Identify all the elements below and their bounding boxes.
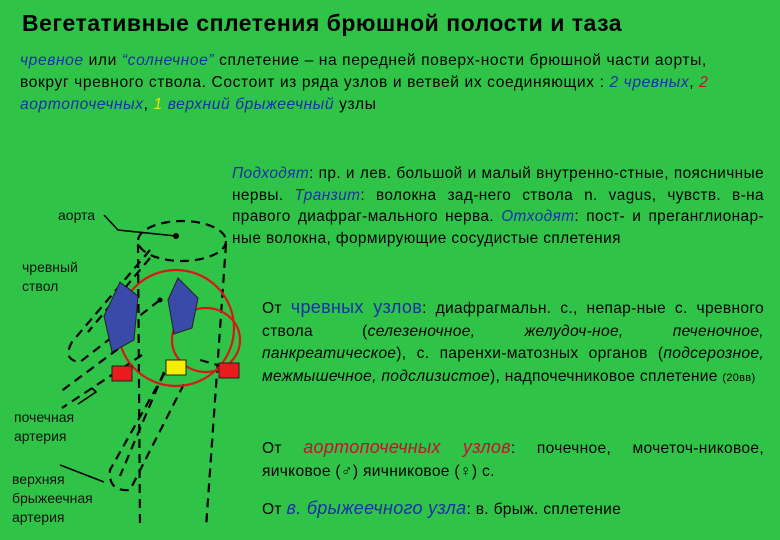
mesenteric-ganglion: [166, 360, 186, 375]
aorta-leader: [104, 215, 176, 236]
para-italic: селезеночное, желудоч-ное, печеночное, панкреатическое: [262, 322, 765, 362]
mesenteric-artery-line: [120, 372, 164, 476]
para-text: От: [262, 300, 291, 317]
para-text: : в. брыж. сплетение: [466, 501, 622, 518]
term-celiac: чревное: [20, 52, 84, 69]
keyword-exit: Отходят: [501, 208, 575, 225]
label-aorta: аорта: [58, 207, 96, 223]
count-mesenteric: 1: [153, 96, 163, 113]
approach-text: : пост- и преганглионар-ные волокна, формирующие сосудистые сплетения: [232, 208, 764, 247]
para-text: : почечное, мочеточ-никовое, яичковое (♂) яичниковое (♀) с.: [262, 440, 764, 480]
label-celiac-trunk: чревный ствол: [22, 259, 78, 294]
count-celiac: 2 чревных: [609, 74, 690, 91]
keyword-approach: Подходят: [232, 165, 310, 182]
approach-text: : волокна зад-него ствола n. vagus, чувств. в-на правого диафраг-мального нерва.: [232, 186, 764, 225]
para-text: От: [262, 440, 304, 457]
note-small: (20вв): [722, 371, 756, 384]
keyword-aortorenal-ganglia: аортопочечных узлов: [303, 437, 511, 457]
term-mesenteric: верхний брыжеечный: [167, 96, 335, 113]
term-aortorenal: аортопочечных: [20, 96, 144, 113]
para-text: От: [262, 501, 287, 518]
label-renal-artery: почечная артерия: [14, 409, 75, 444]
para-italic: подсерозное, межмышечное, подслизистое: [262, 345, 764, 385]
keyword-celiac-ganglia: чревных узлов: [290, 297, 423, 317]
para-text: ), надпочечниковое сплетение: [490, 367, 723, 385]
intro-text: ,: [143, 96, 154, 113]
approach-paragraph: [232, 163, 764, 249]
aortorenal-branches-paragraph: [262, 436, 764, 483]
intro-text: или: [83, 52, 122, 69]
celiac-ganglion-left: [104, 282, 138, 352]
celiac-ganglion-right: [168, 278, 198, 334]
celiac-branches-paragraph: [262, 296, 764, 389]
intro-text: сплетение – на передней поверх-ности брюшной части аорты, вокруг чревного ствола. Состоит из ряда узлов и ветвей их соединяющих :: [20, 52, 707, 91]
count-aortorenal: 2: [699, 74, 709, 91]
approach-text: : пр. и лев. большой и малый внутренно-стные, поясничные нервы.: [232, 165, 764, 204]
label-mesenteric-artery: верхняя брыжеечная артерия: [12, 471, 93, 525]
leader-dot: [173, 233, 179, 239]
page-title: Вегетативные сплетения брюшной полости и таза: [22, 10, 622, 36]
aorta-top-ellipse: [138, 221, 226, 261]
para-text: : диафрагмальн. с., непар-ные с. чревного ствола (: [262, 300, 764, 340]
keyword-transit: Транзит: [294, 186, 361, 204]
keyword-mesenteric-ganglion: в. брыжеечного узла: [286, 498, 467, 518]
aorta-wall-left: [138, 244, 140, 528]
aortorenal-ganglion-right: [219, 363, 239, 378]
aortorenal-ganglion-left: [112, 366, 132, 381]
leader-dot: [158, 298, 163, 303]
intro-text: узлы: [334, 96, 377, 113]
mesenteric-branches-paragraph: [262, 497, 764, 522]
term-solar: “солнечное”: [121, 52, 215, 69]
intro-text: ,: [689, 74, 700, 91]
para-text: ), с. паренхи-матозных органов (: [396, 345, 664, 362]
